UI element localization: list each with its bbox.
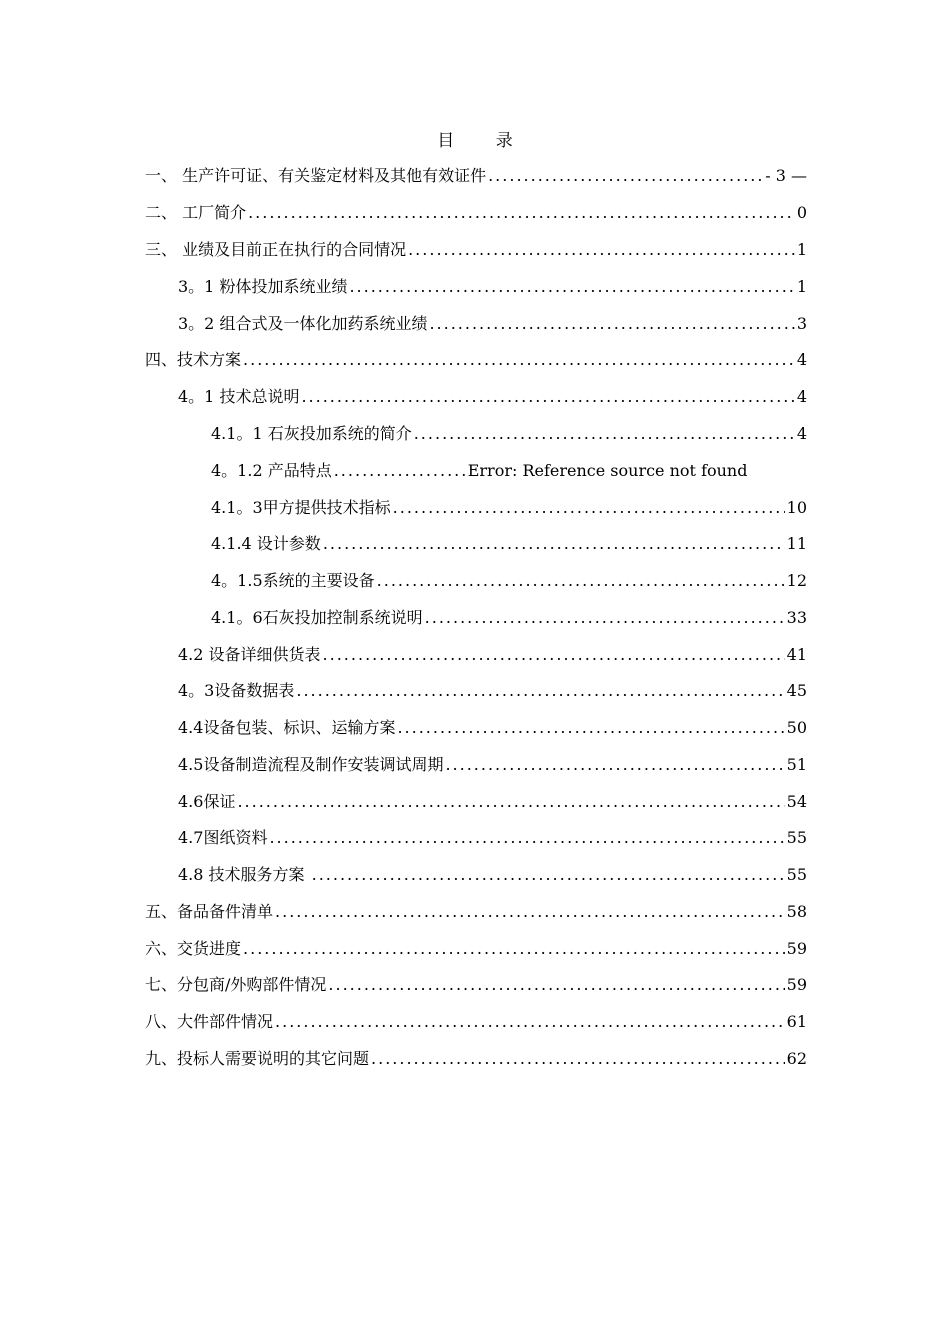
toc-entry-page: 3 (796, 314, 807, 333)
toc-leader (414, 420, 795, 448)
toc-entry-text: 4。1.2 产品特点 (211, 461, 332, 480)
toc-entry[interactable] (145, 346, 807, 374)
toc-entry[interactable] (145, 898, 807, 926)
toc-leader (248, 199, 795, 227)
toc-leader (312, 861, 785, 889)
toc-entry[interactable] (211, 604, 807, 632)
toc-entry-page: 55 (786, 828, 807, 847)
toc-entry-text: 二、 工厂简介 (145, 203, 247, 222)
toc-entry-text: 4.1。3甲方提供技术指标 (211, 498, 391, 517)
toc-entry-page: 11 (786, 534, 807, 553)
toc-entry-text: 4.5设备制造流程及制作安装调试周期 (178, 755, 444, 774)
toc-entry-page: 59 (786, 939, 807, 958)
toc-entry[interactable] (178, 824, 807, 852)
toc-entry-text: 4.4设备包装、标识、运输方案 (178, 718, 396, 737)
toc-leader (425, 604, 785, 632)
toc-entry-text: 一、 生产许可证、有关鉴定材料及其他有效证件 (145, 166, 487, 185)
toc-entry[interactable] (211, 420, 807, 448)
toc-entry-text: 九、投标人需要说明的其它问题 (145, 1049, 370, 1068)
toc-entry-text: 3。1 粉体投加系统业绩 (178, 277, 348, 296)
toc-entry[interactable] (178, 383, 807, 411)
toc-entry[interactable] (178, 788, 807, 816)
toc-entry-page: 4 (796, 387, 807, 406)
toc-entry-text: 六、交货进度 (145, 939, 242, 958)
toc-entry-page: 54 (786, 792, 807, 811)
toc-entry-page: 33 (786, 608, 807, 627)
toc-entry[interactable] (178, 273, 807, 301)
toc-entry-text: 4.2 设备详细供货表 (178, 645, 321, 664)
toc-entry-page: 58 (786, 902, 807, 921)
toc-leader (243, 935, 785, 963)
toc-leader (301, 383, 794, 411)
toc-entry[interactable] (178, 641, 807, 669)
toc-entry[interactable] (178, 714, 807, 742)
toc-entry-text: 4.6保证 (178, 792, 236, 811)
toc-entry-page: 1 (796, 240, 807, 259)
toc-leader (243, 346, 795, 374)
toc-leader (488, 162, 763, 190)
toc-leader (275, 898, 785, 926)
toc-entry-page: 41 (786, 645, 807, 664)
toc-leader (429, 310, 794, 338)
toc-entry-text: 三、 业绩及目前正在执行的合同情况 (145, 240, 407, 259)
toc-leader (371, 1045, 785, 1073)
toc-entry-page: 50 (786, 718, 807, 737)
toc-leader (296, 677, 784, 705)
toc-leader (377, 567, 785, 595)
toc-leader (269, 824, 784, 852)
toc-entry[interactable] (145, 236, 807, 264)
toc-entry-text: 4.7图纸资料 (178, 828, 268, 847)
toc-entry-text: 八、大件部件情况 (145, 1012, 274, 1031)
toc-entry[interactable] (145, 1045, 807, 1073)
toc-title: 目 录 (437, 131, 531, 151)
toc-entry-text: 4。3设备数据表 (178, 681, 295, 700)
toc-entry-text: 4。1 技术总说明 (178, 387, 300, 406)
toc-entry[interactable] (211, 457, 807, 485)
toc-entry-page: - 3 — (765, 166, 807, 185)
toc-entry-page: 0 (796, 203, 807, 222)
toc-leader (334, 457, 466, 485)
toc-entry[interactable] (211, 567, 807, 595)
toc-entry-text: 七、分包商/外购部件情况 (145, 975, 327, 994)
toc-entry-page: 10 (786, 498, 807, 517)
toc-entry-page: Error: Reference source not found (467, 461, 748, 480)
toc-entry[interactable] (145, 971, 807, 999)
toc-entry-text: 4。1.5系统的主要设备 (211, 571, 375, 590)
toc-entry[interactable] (145, 935, 807, 963)
toc-entry[interactable] (145, 199, 807, 227)
toc-leader (445, 751, 784, 779)
toc-leader (323, 641, 785, 669)
toc-entry-page: 1 (796, 277, 807, 296)
toc-entry-page: 62 (786, 1049, 807, 1068)
toc-entry-page: 12 (786, 571, 807, 590)
toc-entry-text: 3。2 组合式及一体化加药系统业绩 (178, 314, 428, 333)
toc-entry-page: 51 (786, 755, 807, 774)
toc-entry[interactable] (211, 530, 807, 558)
toc-entry-page: 59 (786, 975, 807, 994)
toc-entry-text: 五、备品备件清单 (145, 902, 274, 921)
toc-entry-page: 4 (796, 424, 807, 443)
toc-entry[interactable] (178, 677, 807, 705)
toc-leader (237, 788, 784, 816)
toc-entry-text: 4.1.4 设计参数 (211, 534, 321, 553)
toc-entry[interactable] (178, 861, 807, 889)
toc-entry-page: 45 (786, 681, 807, 700)
toc-entry-text: 4.1。6石灰投加控制系统说明 (211, 608, 423, 627)
toc-entry-text: 四、技术方案 (145, 350, 242, 369)
toc-entry-page: 4 (796, 350, 807, 369)
toc-entry-text: 4.1。1 石灰投加系统的简介 (211, 424, 412, 443)
toc-leader (328, 971, 784, 999)
toc-entry[interactable] (178, 751, 807, 779)
toc-entry-page: 55 (786, 865, 807, 884)
toc-leader (393, 494, 785, 522)
toc-entry-page: 61 (786, 1012, 807, 1031)
toc-entry[interactable] (145, 162, 807, 190)
toc-entry[interactable] (211, 494, 807, 522)
toc-leader (349, 273, 794, 301)
toc-leader (275, 1008, 785, 1036)
toc-entry[interactable] (145, 1008, 807, 1036)
toc-leader (408, 236, 795, 264)
toc-entry[interactable] (178, 310, 807, 338)
toc-leader (397, 714, 784, 742)
toc-leader (323, 530, 785, 558)
toc-entry-text: 4.8 技术服务方案 (178, 865, 310, 884)
